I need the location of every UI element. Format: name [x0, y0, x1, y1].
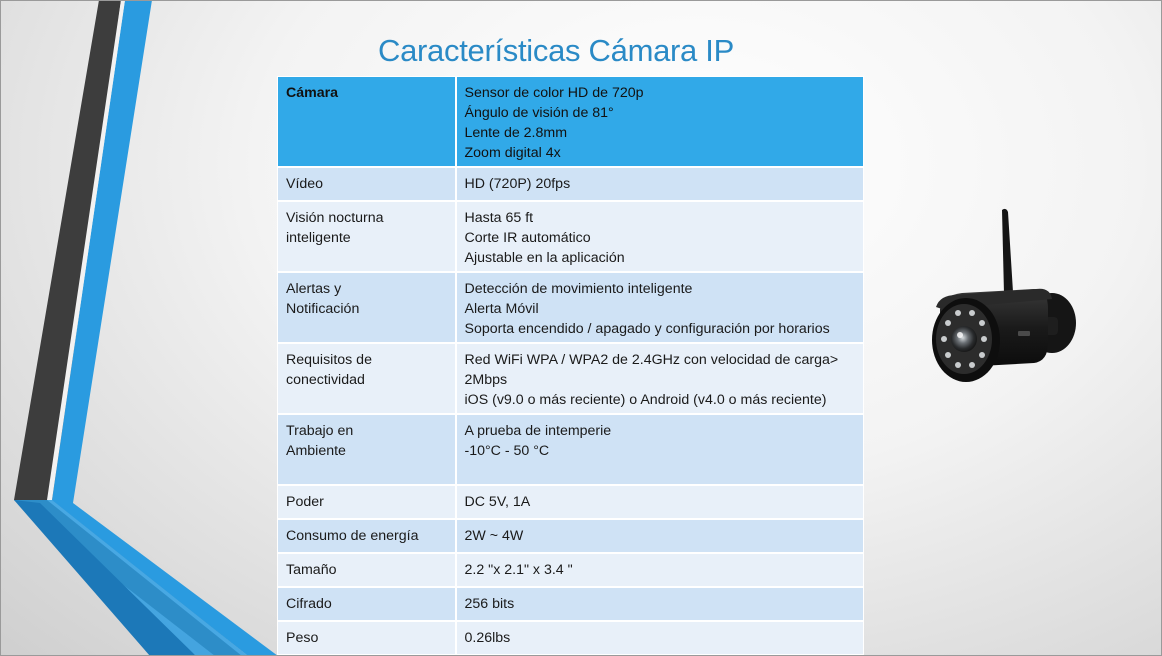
table-row — [278, 587, 864, 621]
table-row — [278, 621, 864, 655]
spec-value — [456, 201, 864, 272]
table-row — [278, 167, 864, 201]
spec-value-line: Alerta Móvil — [464, 301, 539, 317]
spec-label — [278, 272, 456, 343]
spec-label-line: conectividad — [286, 372, 365, 388]
spec-value-line: Lente de 2.8mm — [464, 125, 568, 141]
decorative-stripes — [0, 0, 300, 656]
spec-value-line: iOS (v9.0 o más reciente) o Android (v4.0 o más reciente) — [464, 392, 827, 408]
spec-value — [456, 343, 864, 414]
spec-value — [456, 485, 864, 519]
spec-label — [278, 587, 456, 621]
table-row — [278, 519, 864, 553]
spec-value-line: Zoom digital 4x — [464, 145, 561, 161]
spec-value — [456, 519, 864, 553]
spec-value-line: -10°C - 50 °C — [464, 443, 550, 459]
spec-label-line: Tamaño — [286, 562, 337, 578]
spec-label-line: Notificación — [286, 301, 360, 317]
spec-value — [456, 553, 864, 587]
spec-label-line: Trabajo en — [286, 423, 354, 439]
spec-label-line: Visión nocturna — [286, 210, 384, 226]
spec-label-line: Cifrado — [286, 596, 332, 612]
table-row — [278, 343, 864, 414]
spec-label-line: Alertas y — [286, 281, 342, 297]
spec-value-line: DC 5V, 1A — [464, 494, 531, 510]
spec-label — [278, 167, 456, 201]
spec-label-line: Ambiente — [286, 443, 346, 459]
spec-label-line: Cámara — [286, 85, 339, 101]
table-row — [278, 485, 864, 519]
ip-camera-icon — [926, 205, 1086, 390]
spec-label — [278, 553, 456, 587]
spec-label-line: Consumo de energía — [286, 528, 419, 544]
spec-value-line: 2.2 "x 2.1" x 3.4 " — [464, 562, 573, 578]
spec-value-line: Hasta 65 ft — [464, 210, 534, 226]
spec-label — [278, 414, 456, 485]
spec-label — [278, 77, 456, 168]
spec-value-line: A prueba de intemperie — [464, 423, 612, 439]
spec-label — [278, 343, 456, 414]
spec-label — [278, 621, 456, 655]
spec-value — [456, 272, 864, 343]
spec-value — [456, 77, 864, 168]
spec-label-line: Vídeo — [286, 176, 324, 192]
spec-value-line: Red WiFi WPA / WPA2 de 2.4GHz con velocidad de carga> — [464, 352, 839, 368]
spec-label-line: Requisitos de — [286, 352, 372, 368]
spec-label — [278, 201, 456, 272]
spec-value — [456, 621, 864, 655]
spec-value-line: Detección de movimiento inteligente — [464, 281, 693, 297]
spec-value-line: 256 bits — [464, 596, 515, 612]
spec-label — [278, 485, 456, 519]
spec-value-line: Ajustable en la aplicación — [464, 250, 625, 266]
table-row — [278, 272, 864, 343]
table-row — [278, 201, 864, 272]
spec-value-line: Corte IR automático — [464, 230, 591, 246]
spec-value — [456, 167, 864, 201]
table-row — [278, 77, 864, 168]
spec-value-line: 2W ~ 4W — [464, 528, 524, 544]
spec-value-line: HD (720P) 20fps — [464, 176, 571, 192]
table-row — [278, 553, 864, 587]
spec-label-line: Poder — [286, 494, 324, 510]
spec-label-line: inteligente — [286, 230, 351, 246]
slide-title: Características Cámara IP — [378, 33, 734, 68]
spec-value-line: Sensor de color HD de 720p — [464, 85, 644, 101]
spec-value — [456, 587, 864, 621]
spec-value-line: Ángulo de visión de 81° — [464, 105, 614, 121]
spec-value-line: Soporta encendido / apagado y configuración por horarios — [464, 321, 830, 337]
spec-value-line: 0.26lbs — [464, 630, 511, 646]
specs-table — [277, 76, 864, 656]
table-row — [278, 414, 864, 485]
spec-value — [456, 414, 864, 485]
spec-label — [278, 519, 456, 553]
spec-label-line: Peso — [286, 630, 319, 646]
spec-value-line: 2Mbps — [464, 372, 508, 388]
